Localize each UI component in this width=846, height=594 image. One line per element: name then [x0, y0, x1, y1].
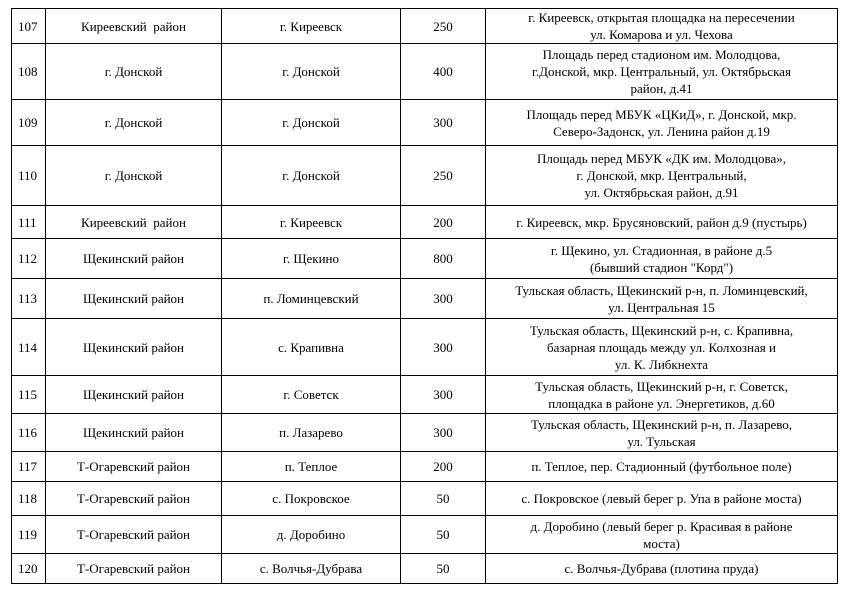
row-number: 111 [12, 206, 46, 239]
settlement-cell: с. Волчья-Дубрава [222, 554, 401, 584]
settlement-cell: г. Киреевск [222, 9, 401, 44]
capacity-cell: 400 [401, 44, 486, 100]
capacity-cell: 300 [401, 100, 486, 146]
locations-table [11, 8, 838, 584]
address-cell [486, 206, 838, 239]
row-number: 108 [12, 44, 46, 100]
table-row [12, 414, 838, 452]
row-number: 112 [12, 239, 46, 279]
address-line: ул. Тульская [627, 433, 696, 449]
row-number: 107 [12, 9, 46, 44]
row-number: 110 [12, 146, 46, 206]
row-number: 116 [12, 414, 46, 452]
address-cell [486, 452, 838, 482]
address-line: г. Щекино, ул. Стадионная, в районе д.5 [550, 242, 773, 258]
settlement-cell: д. Доробино [222, 516, 401, 554]
table-row [12, 239, 838, 279]
row-number: 115 [12, 376, 46, 414]
table-row [12, 279, 838, 319]
district-cell: г. Донской [46, 146, 222, 206]
address-cell [486, 279, 838, 319]
address-line: г.Донской, мкр. Центральный, ул. Октябрьская [532, 64, 791, 79]
capacity-cell: 250 [401, 9, 486, 44]
address-line: Тульская область, Щекинский р-н, с. Крапивна, [529, 322, 794, 338]
address-line: ул. Комарова и ул. Чехова [590, 27, 733, 42]
table-body [12, 9, 838, 584]
address-line: базарная площадь между ул. Колхозная и [547, 339, 776, 355]
address-cell [486, 516, 838, 554]
address-line: ул. Центральная 15 [608, 299, 715, 315]
address-cell [486, 146, 838, 206]
address-line: г. Донской, мкр. Центральный, [576, 168, 747, 183]
capacity-cell: 200 [401, 452, 486, 482]
district-cell: Щекинский район [46, 319, 222, 376]
row-number: 120 [12, 554, 46, 584]
table-row [12, 376, 838, 414]
table-row [12, 44, 838, 100]
capacity-cell: 300 [401, 414, 486, 452]
row-number: 119 [12, 516, 46, 554]
settlement-cell: г. Щекино [222, 239, 401, 279]
address-line: Тульская область, Щекинский р-н, г. Советск, [535, 378, 788, 394]
settlement-cell: г. Киреевск [222, 206, 401, 239]
address-line: район, д.41 [630, 81, 693, 96]
address-line: Тульская область, Щекинский р-н, п. Ломинцевский, [515, 282, 808, 298]
district-cell: г. Донской [46, 44, 222, 100]
address-cell [486, 239, 838, 279]
district-cell: Т-Огаревский район [46, 516, 222, 554]
district-cell: г. Донской [46, 100, 222, 146]
address-line: Площадь перед стадионом им. Молодцова, [542, 47, 781, 62]
capacity-cell: 200 [401, 206, 486, 239]
district-cell: Т-Огаревский район [46, 554, 222, 584]
district-cell: Киреевский район [46, 9, 222, 44]
settlement-cell: с. Крапивна [222, 319, 401, 376]
table-row [12, 9, 838, 44]
district-cell: Щекинский район [46, 239, 222, 279]
capacity-cell: 300 [401, 319, 486, 376]
address-line: п. Теплое, пер. Стадионный (футбольное поле) [531, 459, 792, 474]
address-cell [486, 554, 838, 584]
address-line: Северо-Задонск, ул. Ленина район д.19 [553, 123, 770, 139]
row-number: 114 [12, 319, 46, 376]
address-line: (бывший стадион "Корд") [589, 259, 734, 275]
address-cell [486, 376, 838, 414]
address-line: моста) [643, 535, 680, 551]
address-line: д. Доробино (левый берег р. Красивая в районе [530, 518, 793, 534]
address-cell [486, 44, 838, 100]
row-number: 118 [12, 482, 46, 516]
settlement-cell: г. Советск [222, 376, 401, 414]
address-cell [486, 100, 838, 146]
table-row [12, 482, 838, 516]
settlement-cell: г. Донской [222, 44, 401, 100]
district-cell: Киреевский район [46, 206, 222, 239]
settlement-cell: г. Донской [222, 146, 401, 206]
capacity-cell: 300 [401, 279, 486, 319]
address-line: Площадь перед МБУК «ДК им. Молодцова», [536, 151, 787, 166]
table-row [12, 100, 838, 146]
table-row [12, 146, 838, 206]
row-number: 109 [12, 100, 46, 146]
row-number: 113 [12, 279, 46, 319]
district-cell: Т-Огаревский район [46, 482, 222, 516]
address-line: ул. К. Либкнехта [614, 356, 709, 372]
capacity-cell: 800 [401, 239, 486, 279]
table-row [12, 319, 838, 376]
address-line: г. Киреевск, открытая площадка на пересечении [528, 10, 795, 25]
capacity-cell: 50 [401, 516, 486, 554]
capacity-cell: 50 [401, 482, 486, 516]
district-cell: Т-Огаревский район [46, 452, 222, 482]
address-line: ул. Октябрьская район, д.91 [584, 185, 739, 200]
table-row [12, 554, 838, 584]
row-number: 117 [12, 452, 46, 482]
capacity-cell: 250 [401, 146, 486, 206]
settlement-cell: п. Лазарево [222, 414, 401, 452]
settlement-cell: п. Ломинцевский [222, 279, 401, 319]
table-row [12, 516, 838, 554]
address-line: Площадь перед МБУК «ЦКиД», г. Донской, мкр. [526, 106, 797, 122]
address-line: Тульская область, Щекинский р-н, п. Лазарево, [530, 416, 793, 432]
table-row [12, 206, 838, 239]
address-cell [486, 414, 838, 452]
settlement-cell: п. Теплое [222, 452, 401, 482]
district-cell: Щекинский район [46, 376, 222, 414]
address-cell [486, 9, 838, 44]
district-cell: Щекинский район [46, 279, 222, 319]
capacity-cell: 50 [401, 554, 486, 584]
district-cell: Щекинский район [46, 414, 222, 452]
settlement-cell: г. Донской [222, 100, 401, 146]
address-cell [486, 482, 838, 516]
capacity-cell: 300 [401, 376, 486, 414]
address-line: г. Киреевск, мкр. Брусяновский, район д.9 (пустырь) [516, 214, 807, 230]
table-row [12, 452, 838, 482]
settlement-cell: с. Покровское [222, 482, 401, 516]
address-line: с. Покровское (левый берег р. Упа в районе моста) [521, 491, 802, 506]
address-line: с. Волчья-Дубрава (плотина пруда) [564, 561, 759, 576]
address-cell [486, 319, 838, 376]
address-line: площадка в районе ул. Энергетиков, д.60 [548, 395, 775, 411]
